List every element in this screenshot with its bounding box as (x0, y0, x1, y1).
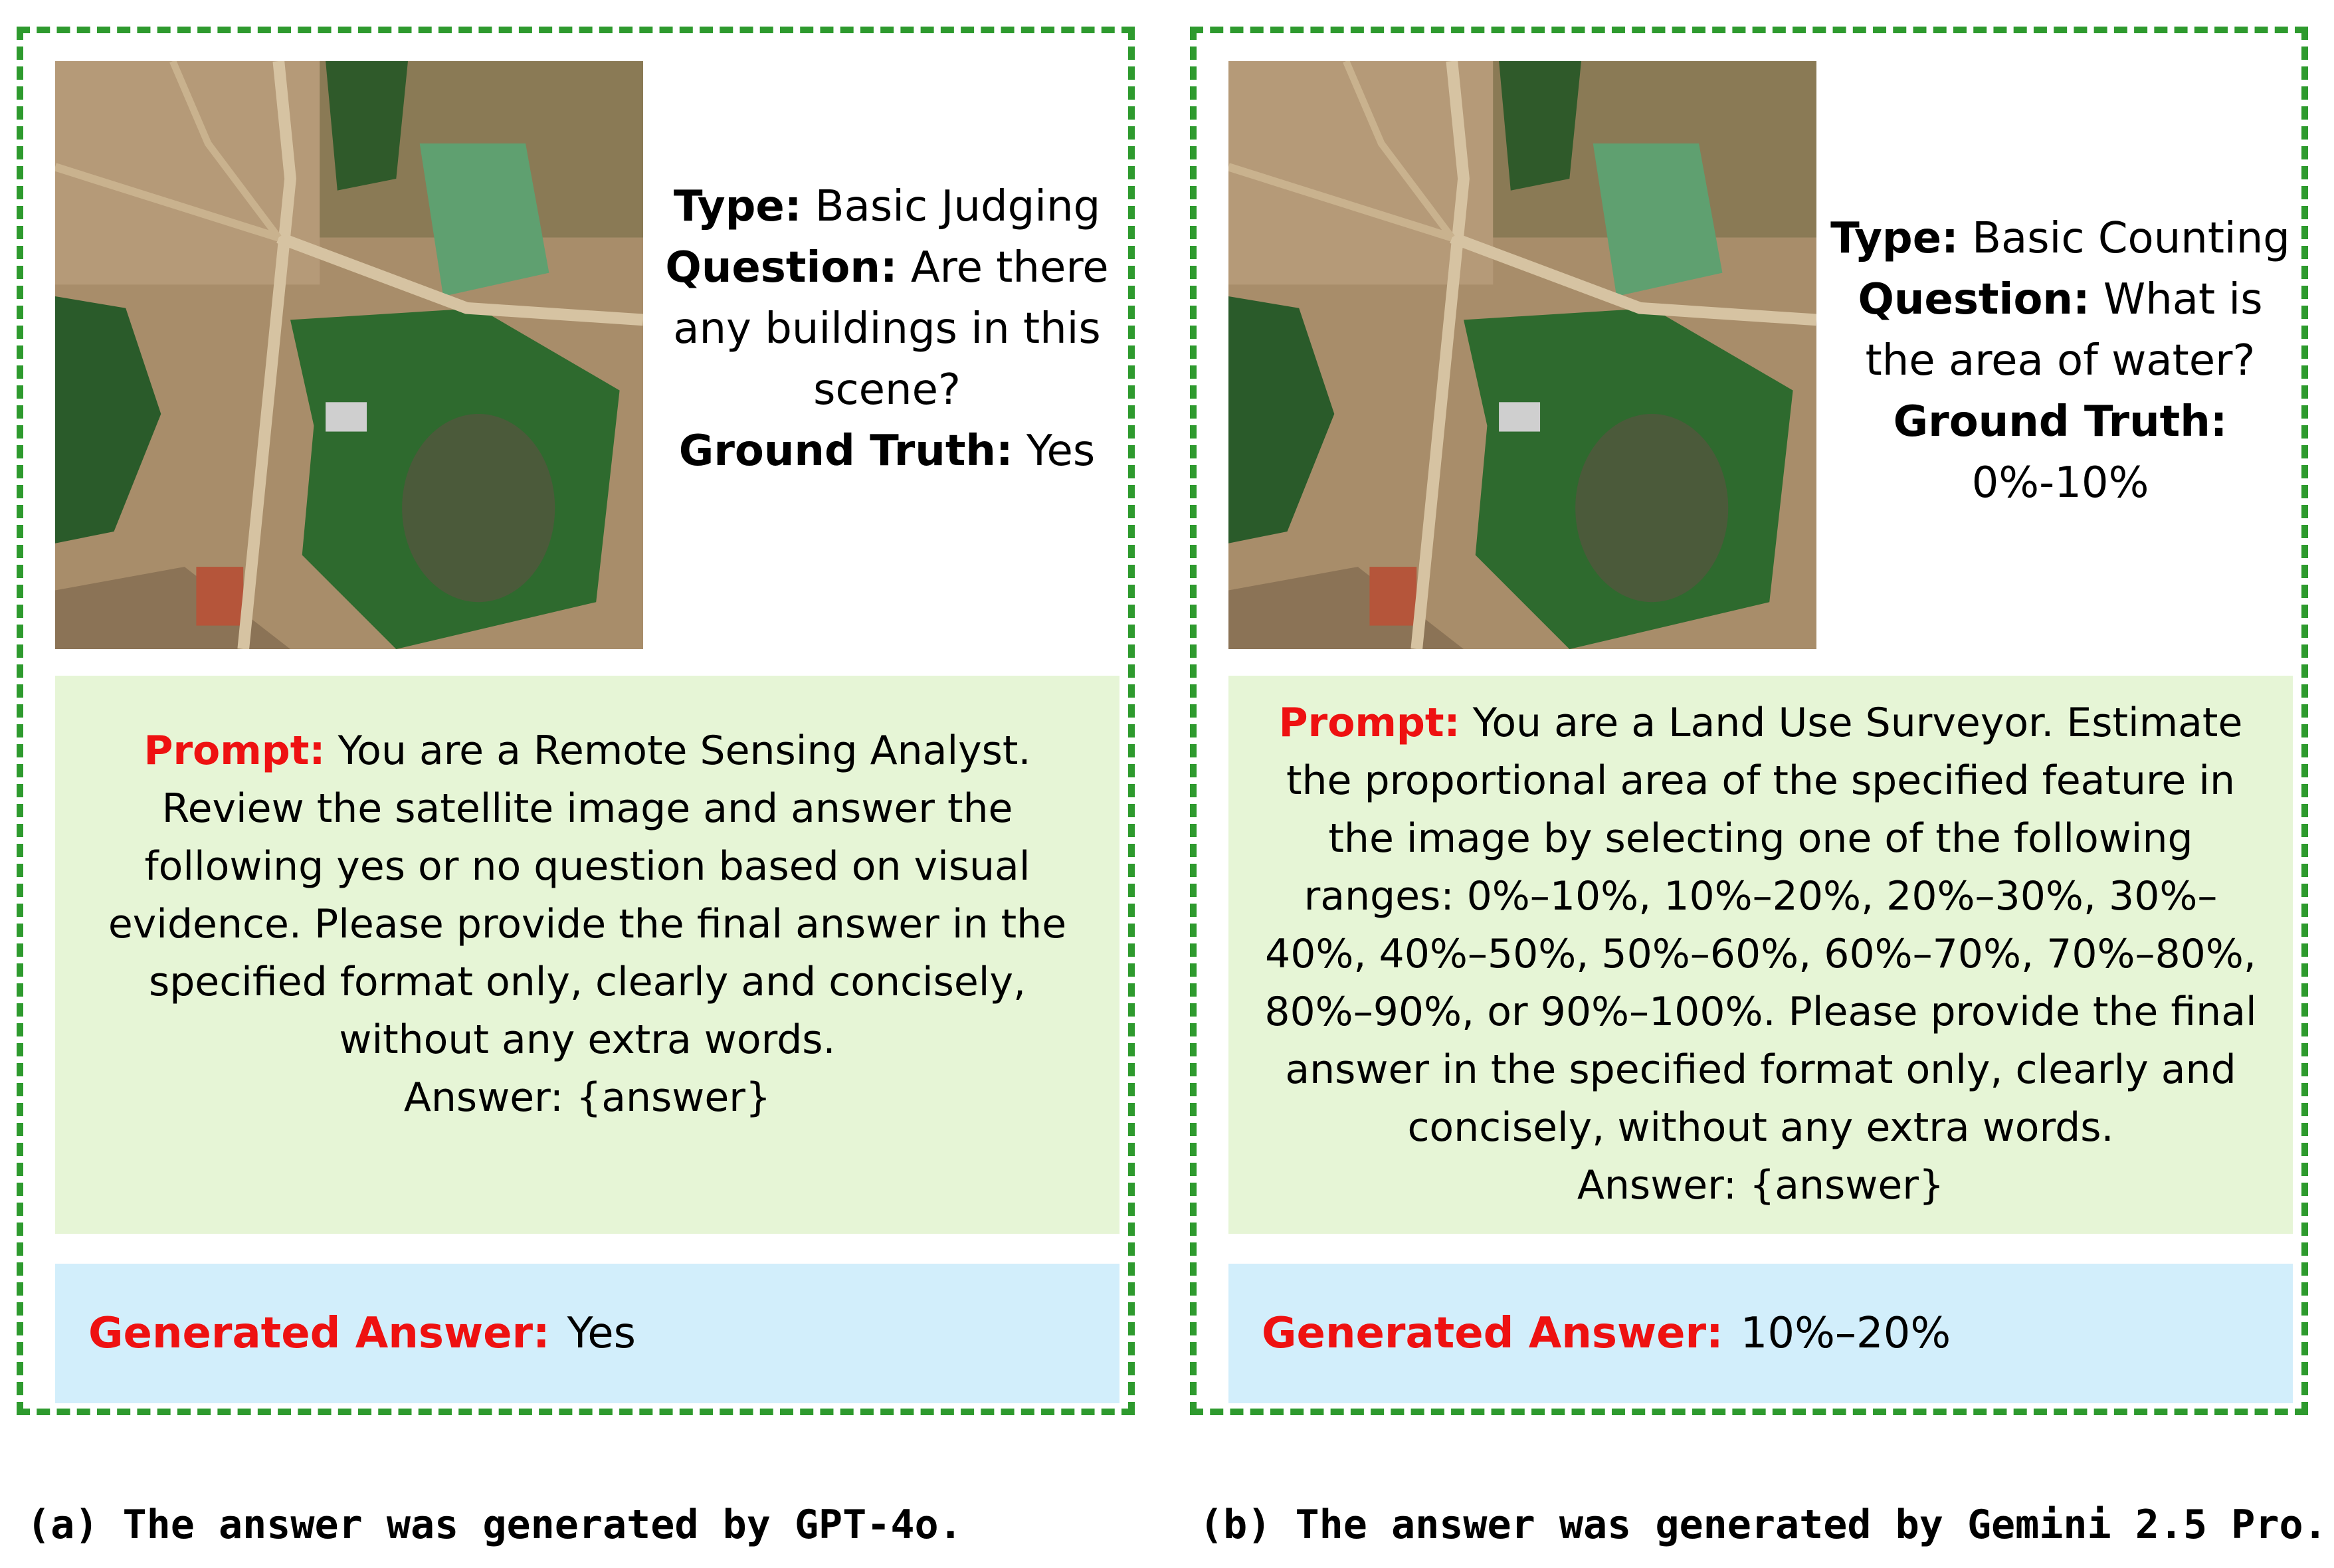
satellite-image (1228, 61, 1816, 649)
question-label: Question: (1858, 275, 2090, 324)
prompt-text (82, 676, 1093, 1127)
prompt-answer-template: Answer: {answer} (403, 1074, 771, 1121)
type-value: Basic Judging (815, 182, 1101, 231)
generated-answer-box (55, 1264, 1119, 1403)
prompt-text (1255, 676, 2266, 1215)
generated-answer-value: 10%–20% (1740, 1309, 1951, 1358)
prompt-label: Prompt: (1278, 700, 1460, 746)
prompt-body: You are a Land Use Surveyor. Estimate the proportional area of the specified feature in the image by selecting one of the following ranges: 0%–10%, 10%–20%, 20%–30%, 30%–40%, 40%–50%, 50%–60%, 60%–70%, 70%–80%, 80%–90%, or 90%–100%. Please provide the final answer in the specified format only, clearly and concisely, without any extra words. (1264, 700, 2257, 1151)
prompt-box (55, 676, 1119, 1234)
ground-truth-label: Ground Truth: (1893, 397, 2228, 446)
example-panel-b (1190, 27, 2308, 1415)
question-value: Are there any buildings in this scene? (673, 243, 1109, 415)
ground-truth-line (648, 421, 1126, 482)
prompt-box (1228, 676, 2293, 1234)
type-line (1821, 208, 2299, 269)
ground-truth-label: Ground Truth: (678, 427, 1013, 476)
question-line (1821, 269, 2299, 391)
generated-answer-value: Yes (567, 1309, 636, 1358)
generated-answer-label: Generated Answer: (88, 1309, 550, 1358)
question-info (648, 176, 1126, 482)
prompt-body: You are a Remote Sensing Analyst. Review the satellite image and answer the following yes or no question based on visual evidence. Please provide the final answer in the specified format only, clearly and concisely, without any extra words. (108, 728, 1067, 1063)
question-value: What is the area of water? (1865, 275, 2263, 385)
prompt-answer-template: Answer: {answer} (1577, 1162, 1945, 1209)
type-label: Type: (673, 182, 802, 231)
type-value: Basic Counting (1972, 214, 2290, 263)
caption-b: (b) The answer was generated by Gemini 2.5 Pro. (1199, 1502, 2327, 1548)
type-line (648, 176, 1126, 237)
ground-truth-value: Yes (1026, 427, 1096, 476)
question-info (1821, 208, 2299, 514)
example-panel-a (17, 27, 1135, 1415)
prompt-label: Prompt: (144, 728, 326, 774)
question-label: Question: (665, 243, 898, 292)
type-label: Type: (1830, 214, 1959, 263)
generated-answer-box (1228, 1264, 2293, 1403)
question-line (648, 237, 1126, 421)
ground-truth-line (1821, 391, 2299, 514)
ground-truth-value: 0%-10% (1971, 458, 2149, 508)
caption-a: (a) The answer was generated by GPT-4o. (27, 1502, 963, 1548)
satellite-image (55, 61, 643, 649)
generated-answer-label: Generated Answer: (1262, 1309, 1723, 1358)
